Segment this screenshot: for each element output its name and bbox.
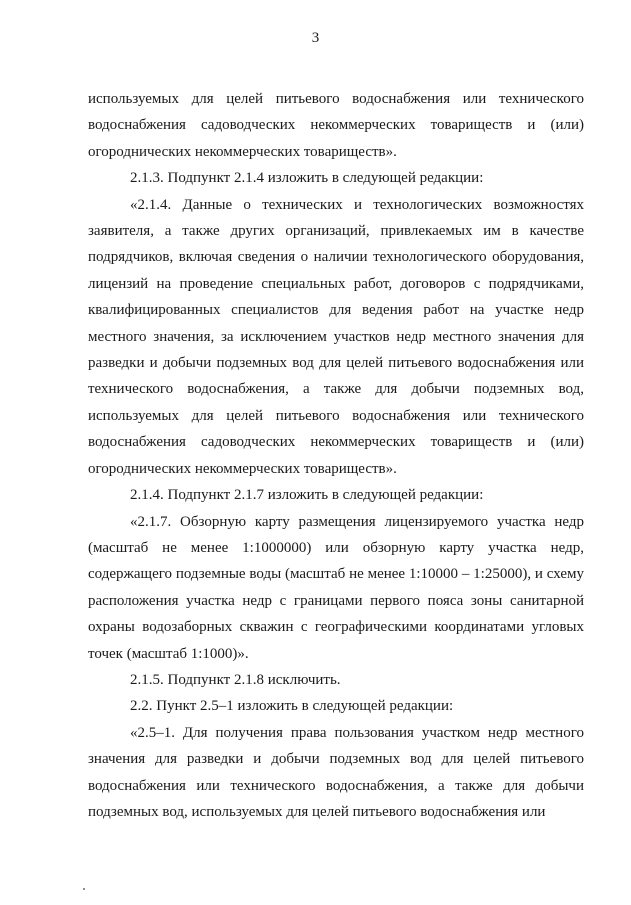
page-number: 3	[311, 30, 320, 46]
scan-speck	[83, 888, 85, 890]
paragraph-quote-2-1-7: «2.1.7. Обзорную карту размещения лицензируемого участка недр (масштаб не менее 1:1000000) или обзорную карту участка недр, содержащего подземные воды (масштаб не менее 1:10000 – 1:25000), и схему расположения участка недр с границами первого пояса зоны санитарной охраны водозаборных скважин с географическими координатами угловых точек (масштаб 1:1000)».	[88, 513, 584, 662]
paragraph-subitem-2-1-5: 2.1.5. Подпункт 2.1.8 исключить.	[130, 671, 341, 688]
paragraph-subitem-2-1-3: 2.1.3. Подпункт 2.1.4 изложить в следующей редакции:	[130, 170, 484, 187]
paragraph-item-2-2: 2.2. Пункт 2.5–1 изложить в следующей редакции:	[130, 698, 454, 715]
paragraph-quote-2-1-4: «2.1.4. Данные о технических и технологических возможностях заявителя, а также других организаций, привлекаемых им в качестве подрядчиков, включая сведения о наличии технологического оборудования, лицензий на проведение специальных работ, договоров с подрядчиками, квалифицированных специалистов для ведения работ на участке недр местного значения, за исключением участков недр местного значения для разведки и добычи подземных вод для целей питьевого водоснабжения или технического водоснабжения, а также для добычи подземных вод, используемых для целей питьевого водоснабжения или технического водоснабжения садоводческих некоммерческих товариществ и (или) огороднических некоммерческих товариществ».	[88, 196, 584, 477]
paragraph-quote-2-5-1: «2.5–1. Для получения права пользования участком недр местного значения для разведки и добычи подземных вод для целей питьевого водоснабжения или технического водоснабжения, а также для добычи подземных вод, используемых для целей питьевого водоснабжения или	[88, 724, 584, 820]
document-body	[88, 86, 584, 825]
paragraph-subitem-2-1-4: 2.1.4. Подпункт 2.1.7 изложить в следующей редакции:	[130, 487, 484, 504]
paragraph-continuation: используемых для целей питьевого водоснабжения или технического водоснабжения садоводческих некоммерческих товариществ и (или) огороднических некоммерческих товариществ».	[88, 91, 584, 160]
